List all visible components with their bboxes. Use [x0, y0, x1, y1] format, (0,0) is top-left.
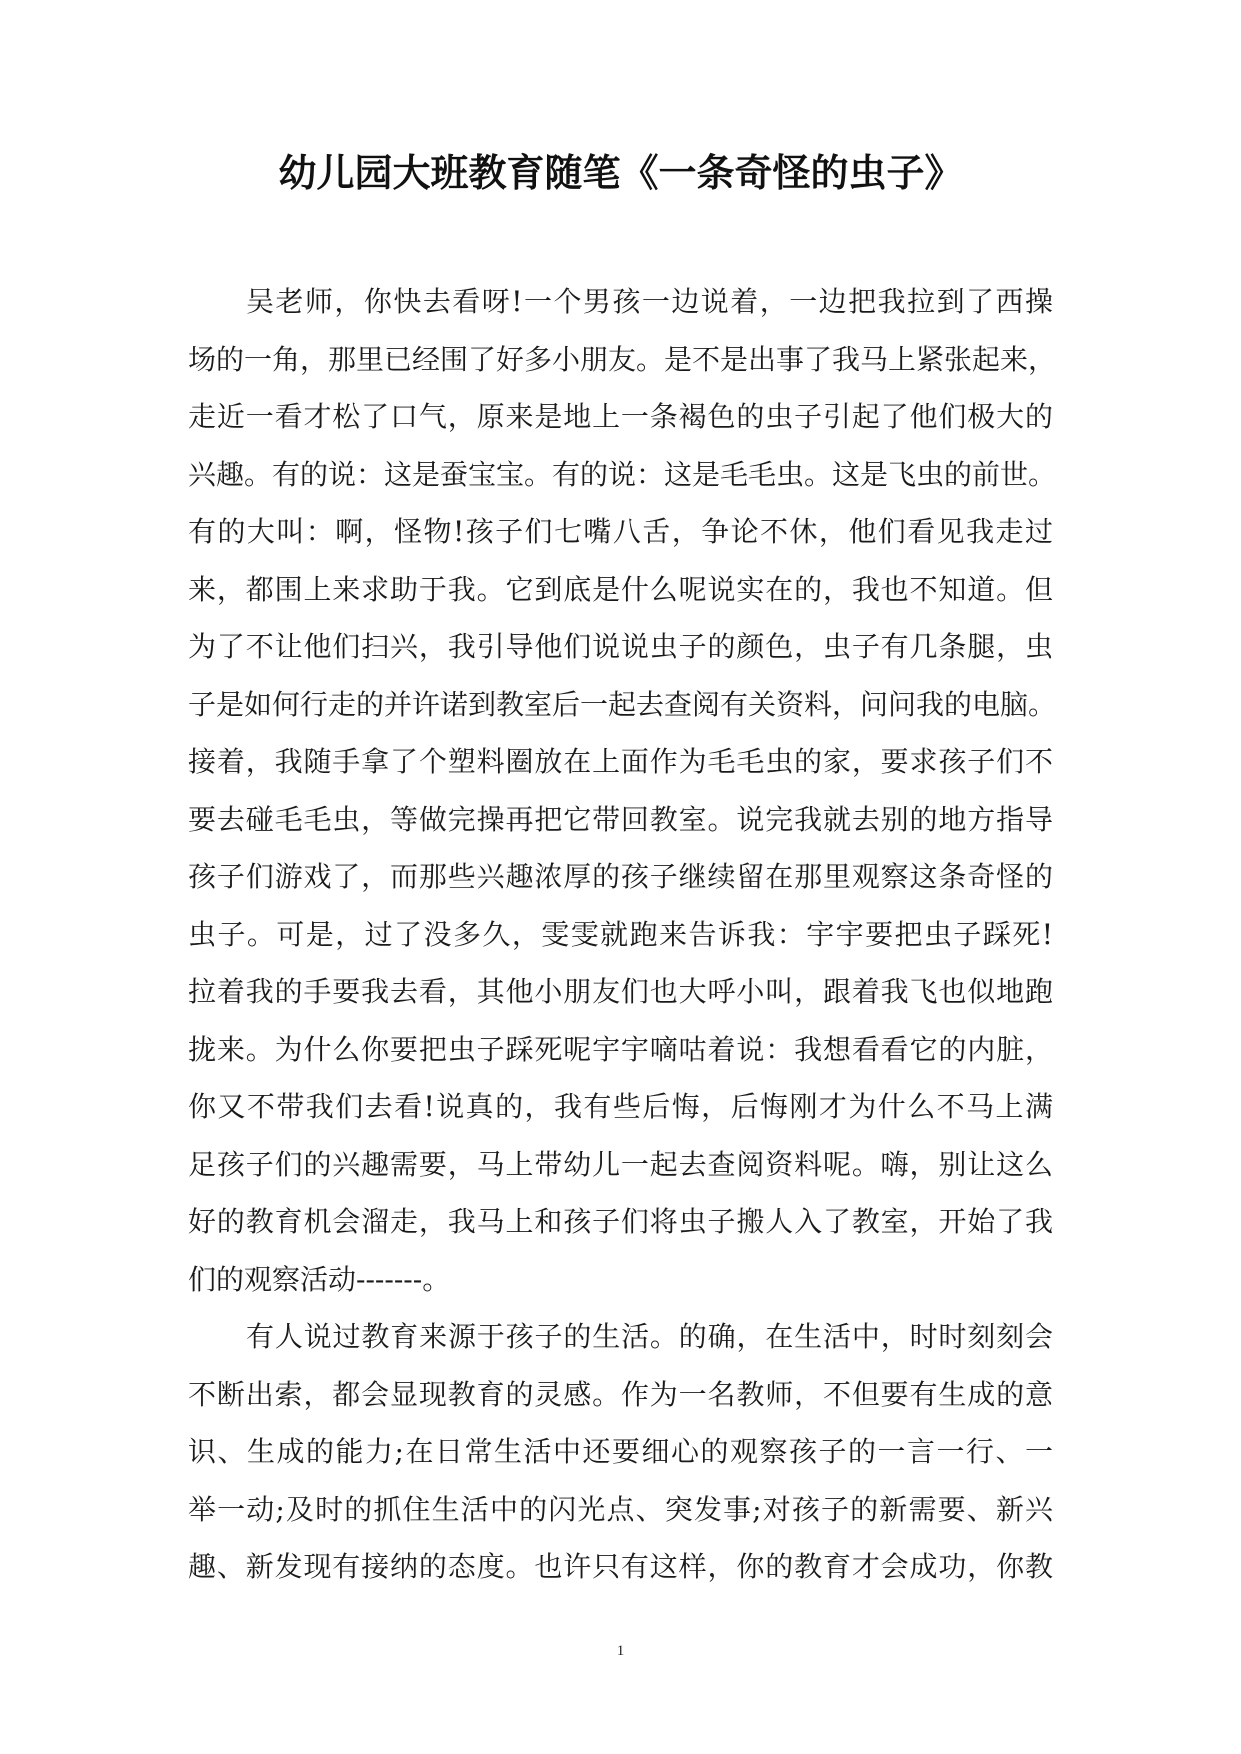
text-line: 要去碰毛毛虫，等做完操再把它带回教室。说完我就去别的地方指导 [188, 802, 1053, 836]
text-line: 来，都围上来求助于我。它到底是什么呢说实在的，我也不知道。但 [188, 572, 1053, 606]
text-line: 们的观察活动-------。 [188, 1262, 451, 1296]
text-line: 拉着我的手要我去看，其他小朋友们也大呼小叫，跟着我飞也似地跑 [188, 975, 1053, 1008]
document-body [188, 273, 1057, 1596]
paragraph-1 [188, 273, 1057, 1308]
text-line: 好的教育机会溜走，我马上和孩子们将虫子搬人入了教室，开始了我 [188, 1205, 1053, 1238]
text-line: 你又不带我们去看!说真的，我有些后悔，后悔刚才为什么不马上满 [188, 1090, 1053, 1123]
text-line: 识、生成的能力;在日常生活中还要细心的观察孩子的一言一行、一 [188, 1435, 1053, 1468]
text-line: 为了不让他们扫兴，我引导他们说说虫子的颜色，虫子有几条腿，虫 [188, 630, 1053, 663]
text-line: 拢来。为什么你要把虫子踩死呢宇宇嘀咕着说：我想看看它的内脏， [188, 1032, 1053, 1066]
text-line: 举一动;及时的抓住生活中的闪光点、突发事;对孩子的新需要、新兴 [188, 1492, 1053, 1526]
text-line: 子是如何行走的并许诺到教室后一起去查阅有关资料，问问我的电脑。 [188, 687, 1057, 721]
page-number: 1 [616, 1643, 625, 1659]
text-line: 有人说过教育来源于孩子的生活。的确，在生活中，时时刻刻会 [246, 1320, 1053, 1353]
text-line: 有的大叫：啊，怪物!孩子们七嘴八舌，争论不休，他们看见我走过 [188, 515, 1053, 548]
paragraph-2 [188, 1308, 1053, 1596]
text-line: 趣、新发现有接纳的态度。也许只有这样，你的教育才会成功，你教 [188, 1550, 1053, 1583]
text-line: 虫子。可是，过了没多久，雯雯就跑来告诉我：宇宇要把虫子踩死! [188, 917, 1053, 951]
text-line: 吴老师，你快去看呀!一个男孩一边说着，一边把我拉到了西操 [246, 285, 1053, 318]
text-line: 不断出索，都会显现教育的灵感。作为一名教师，不但要有生成的意 [188, 1377, 1053, 1411]
text-line: 足孩子们的兴趣需要，马上带幼儿一起去查阅资料呢。嗨，别让这么 [188, 1147, 1053, 1181]
text-line: 孩子们游戏了，而那些兴趣浓厚的孩子继续留在那里观察这条奇怪的 [188, 860, 1053, 893]
document-title: 幼儿园大班教育随笔《一条奇怪的虫子》 [278, 150, 963, 195]
text-line: 接着，我随手拿了个塑料圈放在上面作为毛毛虫的家，要求孩子们不 [188, 745, 1053, 778]
text-line: 兴趣。有的说：这是蚕宝宝。有的说：这是毛毛虫。这是飞虫的前世。 [188, 457, 1057, 491]
text-line: 走近一看才松了口气，原来是地上一条褐色的虫子引起了他们极大的 [188, 400, 1053, 433]
text-line: 场的一角，那里已经围了好多小朋友。是不是出事了我马上紧张起来， [188, 342, 1057, 376]
